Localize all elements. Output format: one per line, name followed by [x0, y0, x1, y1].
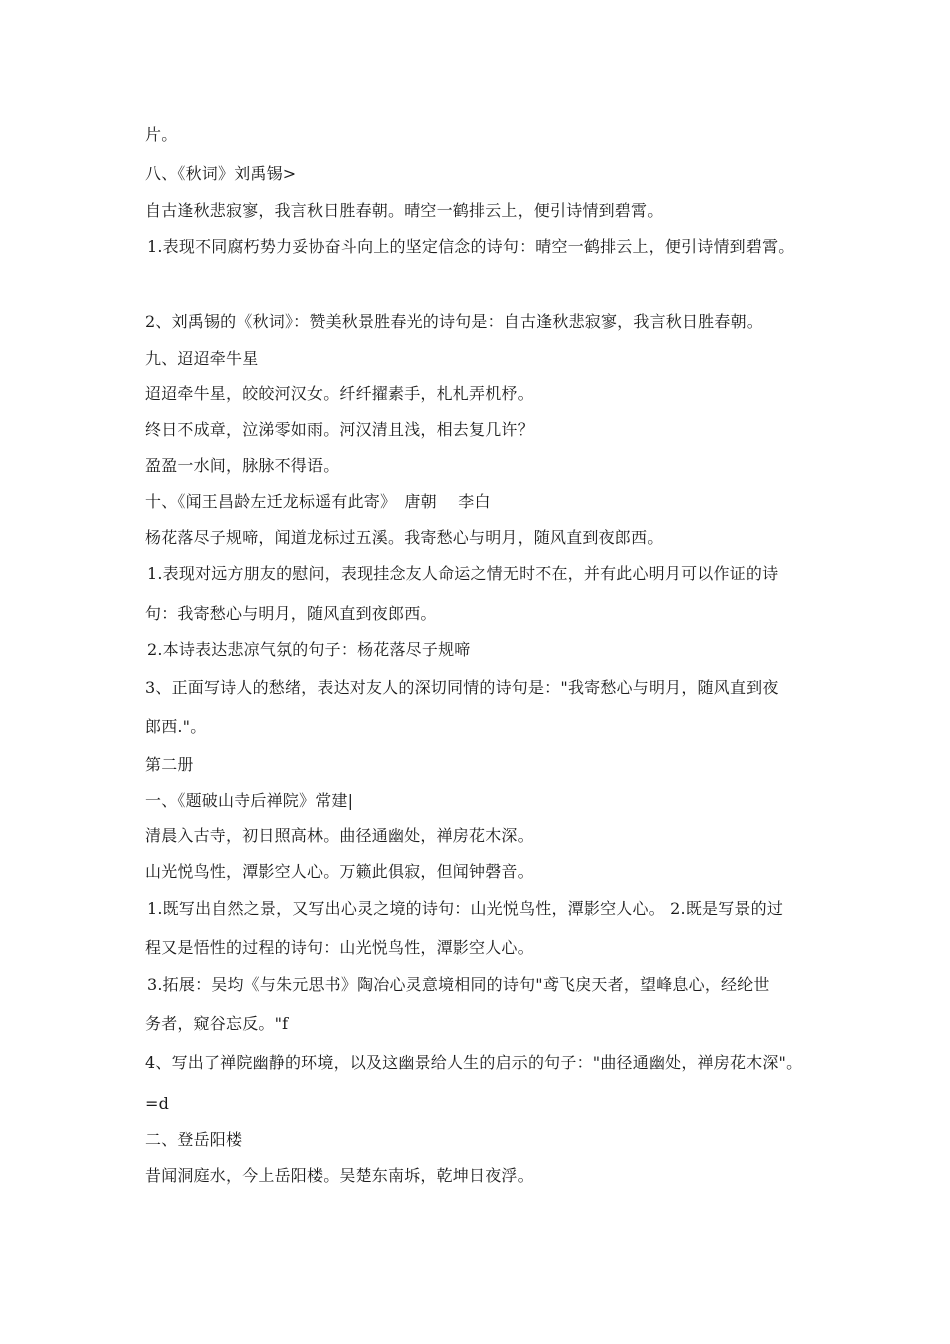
- section-heading: 一、《题破山寺后禅院》常建|: [145, 791, 354, 810]
- section-heading: 八、《秋词》刘禹锡>: [145, 164, 297, 183]
- note-line: 郎西."。: [145, 717, 207, 736]
- poem-line: 清晨入古寺，初日照高林。曲径通幽处，禅房花木深。: [145, 826, 534, 845]
- note-line: 1.表现对远方朋友的慰问，表现挂念友人命运之情无时不在，并有此心明月可以作证的诗: [147, 564, 779, 583]
- poem-line: 迢迢牵牛星，皎皎河汉女。纤纤擢素手，札札弄机杼。: [145, 384, 534, 403]
- note-line: 2.本诗表达悲凉气氛的句子：杨花落尽子规啼: [147, 640, 471, 659]
- note-line: 务者，窥谷忘反。"f: [145, 1014, 289, 1033]
- note-line: 2、刘禹锡的《秋词》：赞美秋景胜春光的诗句是：自古逢秋悲寂寥，我言秋日胜春朝。: [145, 312, 763, 331]
- section-heading: 二、登岳阳楼: [145, 1130, 243, 1149]
- note-line: 4、写出了禅院幽静的环境，以及这幽景给人生的启示的句子："曲径通幽处，禅房花木深"。: [145, 1053, 803, 1072]
- note-line: 1.既写出自然之景，又写出心灵之境的诗句：山光悦鸟性，潭影空人心。 2.既是写景的过: [147, 899, 784, 918]
- poem-line: 昔闻洞庭水，今上岳阳楼。吴楚东南坼，乾坤日夜浮。: [145, 1166, 534, 1185]
- section-heading: 九、迢迢牵牛星: [145, 349, 259, 368]
- poem-line: 自古逢秋悲寂寥，我言秋日胜春朝。晴空一鹤排云上，便引诗情到碧霄。: [145, 201, 664, 220]
- poem-line: 终日不成章，泣涕零如雨。河汉清且浅，相去复几许？: [145, 420, 534, 439]
- poem-line: 杨花落尽子规啼，闻道龙标过五溪。我寄愁心与明月，随风直到夜郎西。: [145, 528, 664, 547]
- note-line: 3、正面写诗人的愁绪，表达对友人的深切同情的诗句是："我寄愁心与明月，随风直到夜: [145, 678, 779, 697]
- note-line: 1.表现不同腐朽势力妥协奋斗向上的坚定信念的诗句：晴空一鹤排云上，便引诗情到碧霄。: [147, 237, 795, 256]
- note-line: 句：我寄愁心与明月，随风直到夜郎西。: [145, 604, 437, 623]
- poem-line: 盈盈一水间，脉脉不得语。: [145, 456, 340, 475]
- volume-heading: 第二册: [145, 755, 194, 774]
- text-line: =d: [145, 1094, 170, 1113]
- note-line: 程又是悟性的过程的诗句：山光悦鸟性，潭影空人心。: [145, 938, 534, 957]
- text-line: 片。: [145, 125, 178, 144]
- note-line: 3.拓展：吴均《与朱元思书》陶冶心灵意境相同的诗句"鸢飞戾天者，望峰息心，经纶世: [147, 975, 770, 994]
- poem-line: 山光悦鸟性，潭影空人心。万籁此俱寂，但闻钟磬音。: [145, 862, 534, 881]
- section-heading: 十、《闻王昌龄左迁龙标遥有此寄》 唐朝 李白: [145, 492, 491, 511]
